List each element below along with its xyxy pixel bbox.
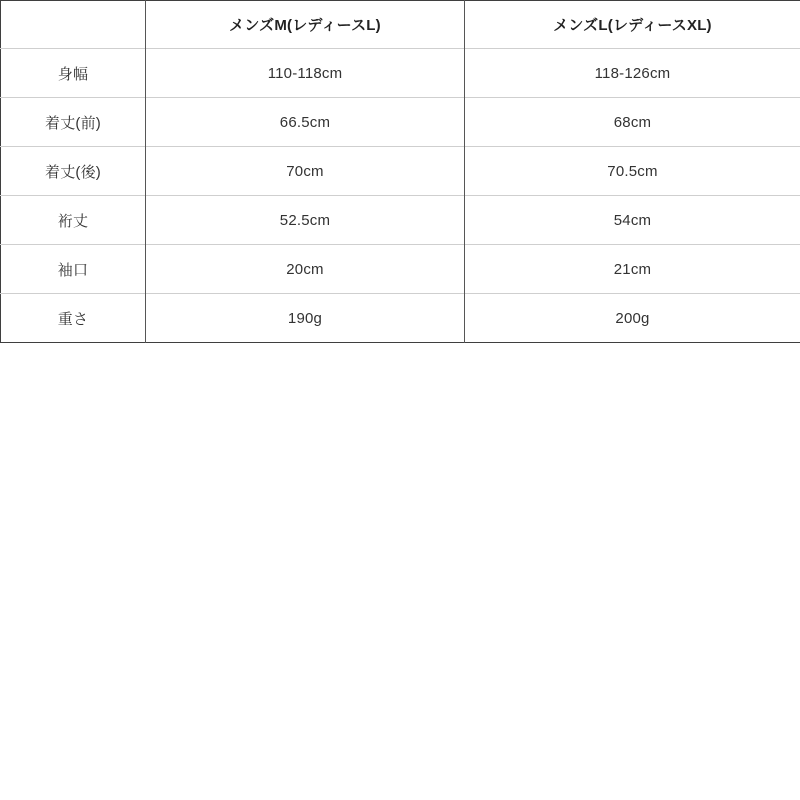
value-cell: 54cm	[465, 196, 800, 245]
value-cell: 70cm	[146, 147, 465, 196]
table-row-weight	[1, 294, 800, 343]
row-label-cell: 着丈(後)	[1, 147, 146, 196]
value-cell: 190g	[146, 294, 465, 343]
table-row-cuff	[1, 245, 800, 294]
value-cell: 21cm	[465, 245, 800, 294]
row-label-cell: 着丈(前)	[1, 98, 146, 147]
column-header-mens-m-ladies-l: メンズM(レディースL)	[146, 1, 465, 49]
value-cell: 118-126cm	[465, 49, 800, 98]
table-row-length-front	[1, 98, 800, 147]
value-cell: 110-118cm	[146, 49, 465, 98]
value-cell: 52.5cm	[146, 196, 465, 245]
row-label-cell: 裄丈	[1, 196, 146, 245]
column-header-mens-l-ladies-xl: メンズL(レディースXL)	[465, 1, 800, 49]
corner-cell	[1, 1, 146, 49]
table-row-sleeve-length	[1, 196, 800, 245]
row-label-cell: 袖口	[1, 245, 146, 294]
value-cell: 200g	[465, 294, 800, 343]
table-row-length-back	[1, 147, 800, 196]
table-row-body-width	[1, 49, 800, 98]
value-cell: 70.5cm	[465, 147, 800, 196]
value-cell: 20cm	[146, 245, 465, 294]
value-cell: 68cm	[465, 98, 800, 147]
value-cell: 66.5cm	[146, 98, 465, 147]
row-label-cell: 重さ	[1, 294, 146, 343]
row-label-cell: 身幅	[1, 49, 146, 98]
table-header-row	[1, 1, 800, 49]
size-chart-table	[0, 0, 800, 343]
